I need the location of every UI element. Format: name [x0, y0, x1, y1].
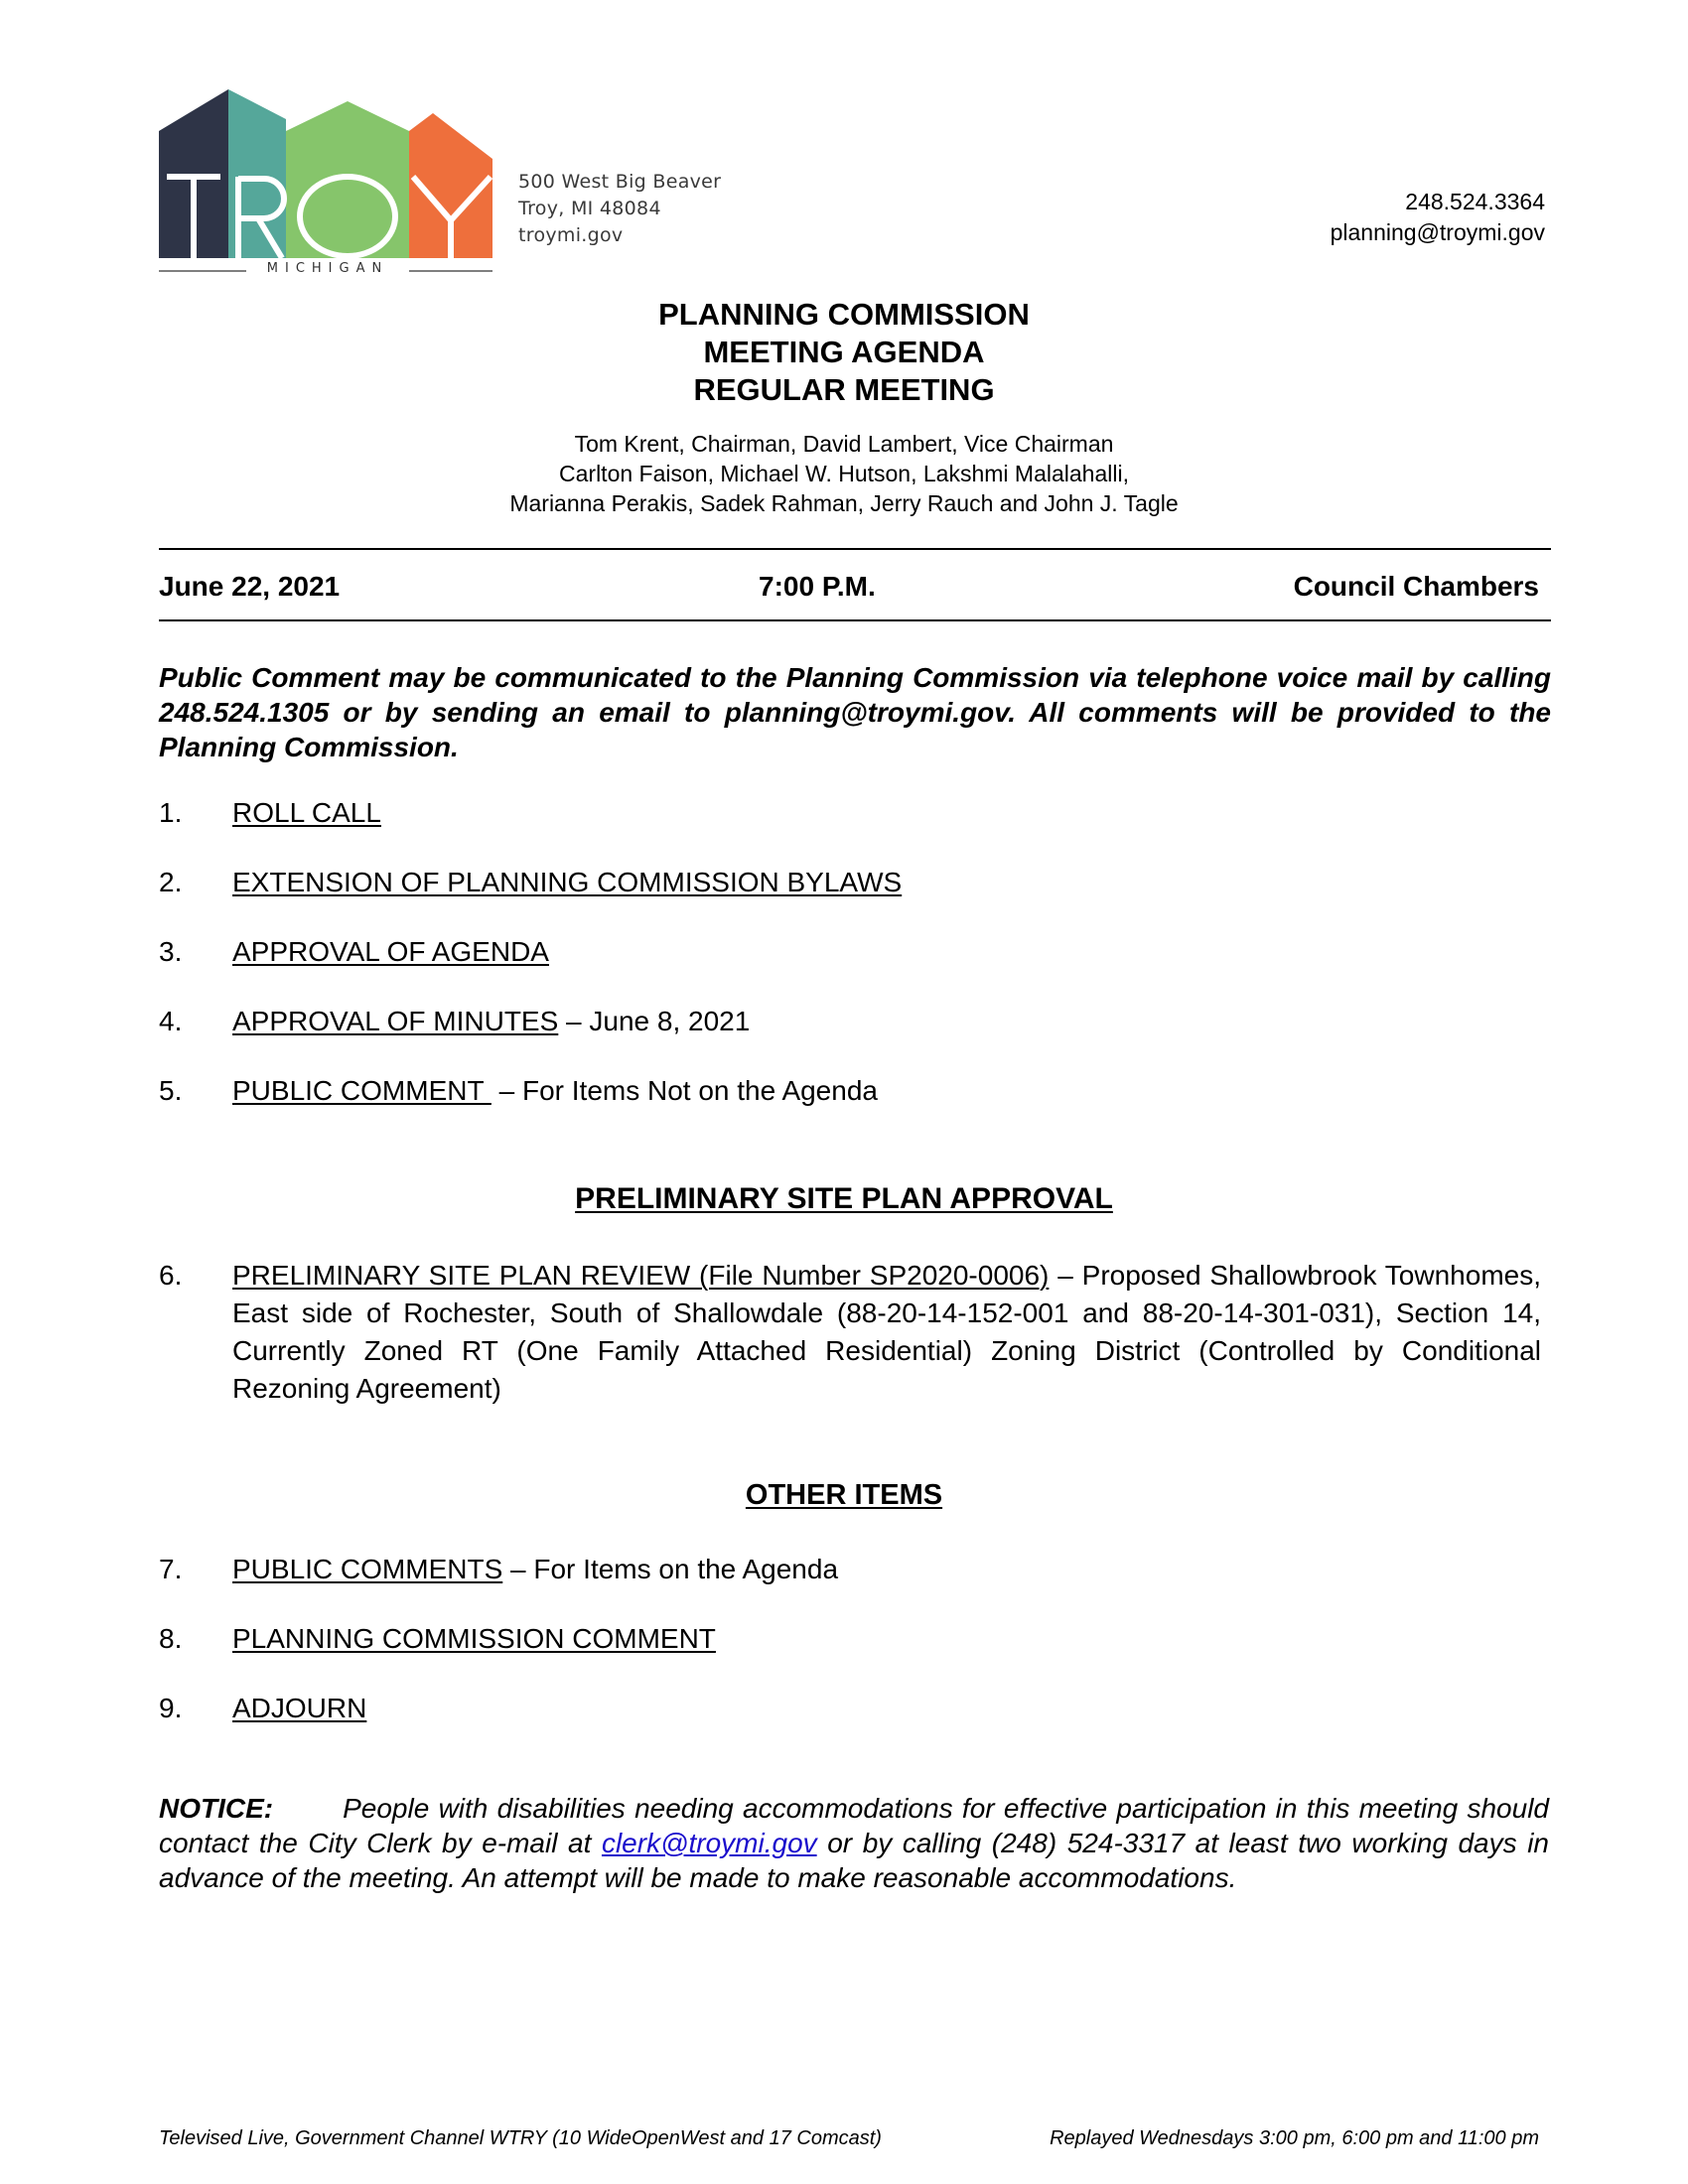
notice-label: NOTICE:	[159, 1793, 274, 1824]
agenda-item	[159, 1551, 1539, 1588]
item-number: 3.	[159, 936, 183, 967]
contact-phone: 248.524.3364	[1405, 189, 1545, 214]
contact-info	[1331, 187, 1545, 248]
members-line: Tom Krent, Chairman, David Lambert, Vice Chairman	[574, 431, 1114, 457]
section-heading-text: OTHER ITEMS	[745, 1479, 943, 1511]
agenda-item	[159, 794, 1539, 832]
item-title: PUBLIC COMMENTS	[232, 1554, 503, 1584]
logo-michigan-text: MICHIGAN	[266, 261, 389, 276]
item-number: 4.	[159, 1006, 183, 1036]
item-title: PRELIMINARY SITE PLAN REVIEW (File Number SP2020-0006)	[232, 1260, 1050, 1291]
troy-logo-graphic	[159, 89, 496, 278]
item-number: 7.	[159, 1554, 183, 1584]
agenda-item	[159, 1690, 1539, 1727]
title-line: REGULAR MEETING	[693, 372, 995, 407]
agenda-item	[159, 864, 1539, 901]
footer-replayed: Replayed Wednesdays 3:00 pm, 6:00 pm and 11:00 pm	[1050, 2127, 1539, 2149]
city-address	[518, 169, 721, 249]
section-heading-preliminary	[0, 1181, 1688, 1217]
accessibility-notice	[159, 1791, 1549, 1895]
notice-text: or by calling (248) 524-3317 at least two working days in advance of the meeting. An attempt will be made to make reasonable accommodations.	[159, 1828, 1550, 1893]
item-title: ROLL CALL	[232, 797, 381, 828]
divider-bottom	[159, 619, 1551, 621]
item-description: – Proposed Shallowbrook Townhomes, East side of Rochester, South of Shallowdale (88-20-14-152-001 and 88-20-14-301-031), Section 14, Currently Zoned RT (One Family Attached Residential) Zoning District (Controlled by Conditional Rezoning Agreement)	[232, 1260, 1541, 1404]
item-suffix: – For Items Not on the Agenda	[491, 1075, 878, 1106]
item-title: ADJOURN	[232, 1693, 367, 1723]
item-number: 1.	[159, 797, 183, 828]
item-number: 8.	[159, 1623, 183, 1654]
item-number: 6.	[159, 1260, 183, 1291]
item-number: 5.	[159, 1075, 183, 1106]
divider-top	[159, 548, 1551, 550]
section-heading-text: PRELIMINARY SITE PLAN APPROVAL	[575, 1182, 1113, 1215]
agenda-item	[159, 1003, 1539, 1040]
item-number: 2.	[159, 867, 183, 897]
title-line: PLANNING COMMISSION	[658, 297, 1030, 332]
members-line: Marianna Perakis, Sadek Rahman, Jerry Rauch and John J. Tagle	[509, 490, 1179, 516]
agenda-title	[0, 296, 1688, 409]
item-number: 9.	[159, 1693, 183, 1723]
agenda-item	[159, 1620, 1539, 1658]
address-line: 500 West Big Beaver	[518, 171, 722, 193]
meeting-time: 7:00 P.M.	[759, 571, 876, 602]
item-suffix: – June 8, 2021	[558, 1006, 751, 1036]
meeting-date: June 22, 2021	[159, 571, 341, 602]
footer-televised: Televised Live, Government Channel WTRY (10 WideOpenWest and 17 Comcast)	[159, 2127, 882, 2149]
agenda-item	[159, 933, 1539, 971]
members-line: Carlton Faison, Michael W. Hutson, Lakshmi Malalahalli,	[559, 461, 1129, 486]
section-heading-other	[0, 1477, 1688, 1513]
contact-email: planning@troymi.gov	[1330, 219, 1545, 245]
notice-text: People with disabilities needing accommodations for effective participation in this meeting should contact the City Clerk by e-mail at	[159, 1793, 1549, 1858]
title-line: MEETING AGENDA	[703, 335, 985, 369]
clerk-email-link[interactable]: clerk@troymi.gov	[601, 1828, 817, 1858]
meeting-location: Council Chambers	[1293, 571, 1539, 602]
commission-members	[0, 429, 1688, 518]
agenda-item	[159, 1072, 1539, 1110]
troy-logo	[159, 89, 496, 278]
agenda-item-6	[159, 1257, 1541, 1408]
address-website: troymi.gov	[518, 224, 624, 246]
address-line: Troy, MI 48084	[518, 198, 661, 219]
item-title: EXTENSION OF PLANNING COMMISSION BYLAWS	[232, 867, 903, 897]
item-title: APPROVAL OF MINUTES	[232, 1006, 559, 1036]
item-title: PUBLIC COMMENT	[232, 1075, 492, 1106]
item-title: PLANNING COMMISSION COMMENT	[232, 1623, 716, 1654]
item-suffix: – For Items on the Agenda	[502, 1554, 839, 1584]
public-comment-notice: Public Comment may be communicated to the Planning Commission via telephone voice mail by calling 248.524.1305 or by sending an email to planning@troymi.gov. All comments will be provided to the Planning Commission.	[159, 662, 1551, 762]
item-title: APPROVAL OF AGENDA	[232, 936, 549, 967]
